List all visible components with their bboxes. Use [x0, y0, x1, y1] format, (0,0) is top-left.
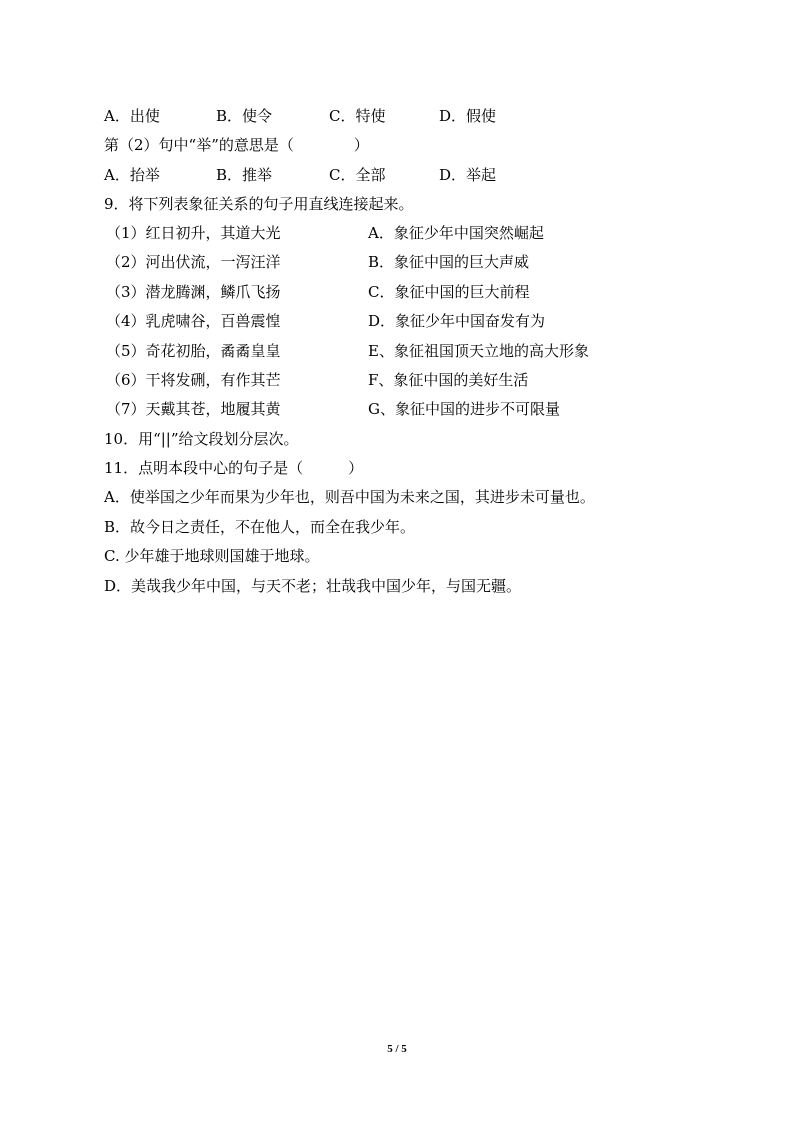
q9-title: 9．将下列表象征关系的句子用直线连接起来。 — [104, 195, 414, 213]
q9-right-item: B．象征中国的巨大声威 — [368, 253, 530, 271]
q8-part2-option-a: A．抬举 — [104, 166, 160, 184]
q9-left-item: （6）干将发硎，有作其芒 — [106, 371, 281, 389]
q11-option-d: D．美哉我少年中国，与天不老；壮哉我中国少年，与国无疆。 — [104, 577, 522, 595]
q8-option-b: B．使令 — [216, 107, 273, 125]
page-number: 5 / 5 — [387, 1043, 407, 1055]
q8-part2-prompt: 第（2）句中“举”的意思是（ ） — [104, 136, 369, 154]
q9-left-item: （5）奇花初胎，矞矞皇皇 — [106, 342, 281, 360]
q11-option-c: C. 少年雄于地球则国雄于地球。 — [104, 547, 320, 565]
q8-option-c: C．特使 — [329, 107, 386, 125]
q9-right-item: G、象征中国的进步不可限量 — [368, 400, 560, 418]
q11-option-b: B．故今日之责任，不在他人，而全在我少年。 — [104, 518, 416, 536]
q8-option-a: A．出使 — [104, 107, 160, 125]
q9-left-item: （7）天戴其苍，地履其黄 — [106, 400, 281, 418]
q9-right-item: A．象征少年中国突然崛起 — [368, 224, 544, 242]
q8-part2-option-b: B．推举 — [216, 166, 273, 184]
q9-left-item: （1）红日初升，其道大光 — [106, 224, 281, 242]
q8-part2-option-c: C．全部 — [329, 166, 386, 184]
q10-text: 10．用“||”给文段划分层次。 — [104, 430, 299, 448]
q11-option-a: A．使举国之少年而果为少年也，则吾中国为未来之国，其进步未可量也。 — [104, 488, 595, 506]
q8-option-d: D．假使 — [439, 107, 497, 125]
q9-right-item: D．象征少年中国奋发有为 — [368, 312, 546, 330]
q9-right-item: F、象征中国的美好生活 — [368, 371, 529, 389]
q9-right-item: C．象征中国的巨大前程 — [368, 283, 530, 301]
q9-left-item: （3）潜龙腾渊，鳞爪飞扬 — [106, 283, 281, 301]
q9-left-item: （2）河出伏流，一泻汪洋 — [106, 253, 281, 271]
q9-right-item: E、象征祖国顶天立地的高大形象 — [368, 342, 589, 360]
q8-part2-option-d: D．举起 — [439, 166, 497, 184]
q11-title: 11．点明本段中心的句子是（ ） — [104, 459, 364, 477]
q9-left-item: （4）乳虎啸谷，百兽震惶 — [106, 312, 281, 330]
